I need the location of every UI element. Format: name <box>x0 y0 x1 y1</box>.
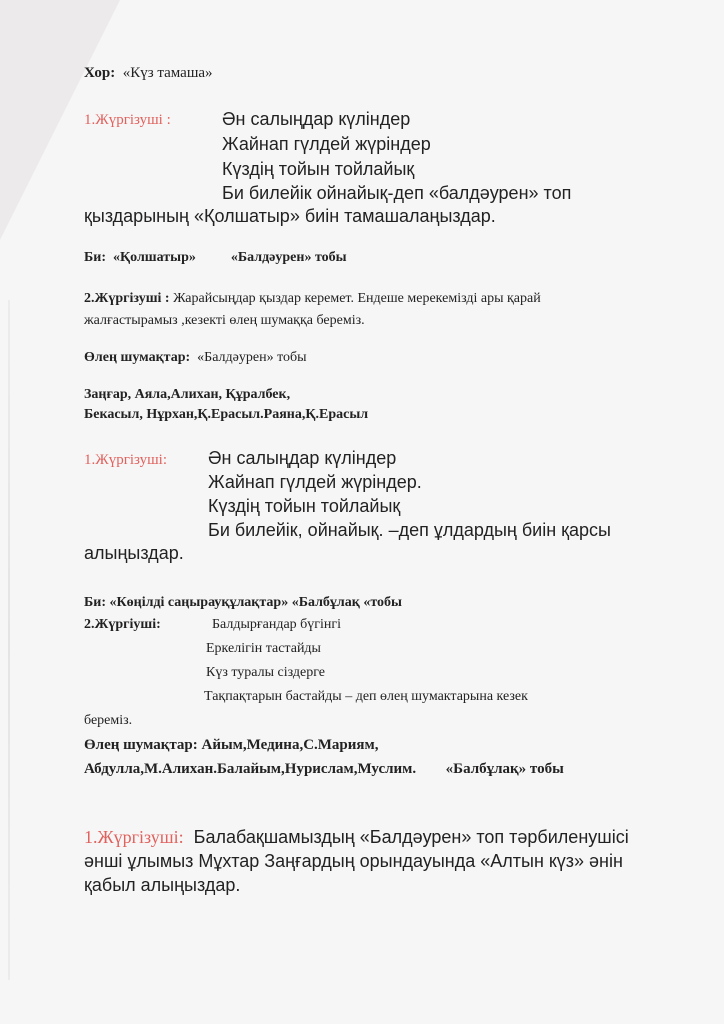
dance-line <box>84 250 347 266</box>
speaker-5: 1.Жүргізуші: <box>84 827 184 847</box>
chorus-label: Хор: <box>84 65 116 81</box>
verse-line: Жайнап гүлдей жүріндер <box>222 134 431 154</box>
verse-line: Күздің тойын тойлайық <box>208 496 401 516</box>
speaker-5-text: Балабақшамыздың «Балдәурен» топ тәрбиленушісі <box>193 827 629 847</box>
speaker-2-line <box>84 291 541 307</box>
poem-group: «Балдәурен» тобы <box>197 350 307 365</box>
verse-line: Еркелігін тастайды <box>206 641 321 656</box>
verse-line: Ән салыңдар күліндер <box>222 109 411 129</box>
dance-group: «Балдәурен» тобы <box>230 250 347 265</box>
poem-2-group: «Балбұлақ» тобы <box>445 761 564 777</box>
verse-line: Күз туралы сіздерге <box>206 665 326 680</box>
names-line: Заңғар, Аяла,Алихан, Құралбек, <box>84 387 291 402</box>
poem-2-line: Өлең шумақтар: Айым,Медина,С.Мариям, <box>84 737 379 753</box>
poem-2-names-text: Абдулла,М.Алихан.Балайым,Нурислам,Муслим. <box>84 761 417 777</box>
names-line: Бекасыл, Нұрхан,Қ.Ерасыл.Раяна,Қ.Ерасыл <box>84 407 369 422</box>
verse-line: Би билейік ойнайық-деп «балдәурен» топ <box>222 183 572 203</box>
speaker-5-line <box>84 827 629 848</box>
verse-continuation: қыздарының «Қолшатыр» биін тамашалаңыздар. <box>84 206 496 226</box>
dance-name: «Қолшатыр» <box>112 250 196 265</box>
verse-line: Би билейік, ойнайық. –деп ұлдардың биін қарсы <box>208 520 611 540</box>
verse-line: Күздің тойын тойлайық <box>222 159 415 179</box>
dance-label: Би: <box>84 250 106 265</box>
speaker-2-text-cont: жалғастырамыз ,кезекті өлең шумаққа береміз. <box>84 313 365 328</box>
verse-line: Жайнап гүлдей жүріндер. <box>208 472 422 492</box>
speaker-5-text-cont: әнші ұлымыз Мұхтар Заңғардың орындауында «Алтын күз» әнін <box>84 851 623 871</box>
speaker-1: 1.Жүргізуші : <box>84 112 171 128</box>
poem-label: Өлең шумақтар: <box>84 350 191 365</box>
chorus-title: «Күз тамаша» <box>122 65 213 81</box>
speaker-4: 2.Жүргіуші: <box>84 617 161 632</box>
poem-line <box>84 350 307 366</box>
speaker-3: 1.Жүргізуші: <box>84 452 168 468</box>
page-edge-shadow <box>8 300 10 980</box>
dance-2-line: Би: «Көңілді саңырауқұлақтар» «Балбұлақ «тобы <box>84 595 402 610</box>
verse-continuation: алыңыздар. <box>84 543 184 563</box>
verse-line: Тақпақтарын бастайды – деп өлең шумактарына кезек <box>204 689 528 704</box>
speaker-2-text: Жарайсыңдар қыздар керемет. Ендеше мерекемізді ары қарай <box>173 291 541 306</box>
poem-2-names <box>84 761 564 778</box>
verse-line: Балдырғандар бүгінгі <box>212 617 342 632</box>
speaker-5-text-cont: қабыл алыңыздар. <box>84 875 241 895</box>
speaker-2: 2.Жүргізуші : <box>84 291 170 306</box>
verse-line: Ән салыңдар күліндер <box>208 448 397 468</box>
chorus-line <box>84 65 213 82</box>
verse-continuation: береміз. <box>84 713 133 728</box>
